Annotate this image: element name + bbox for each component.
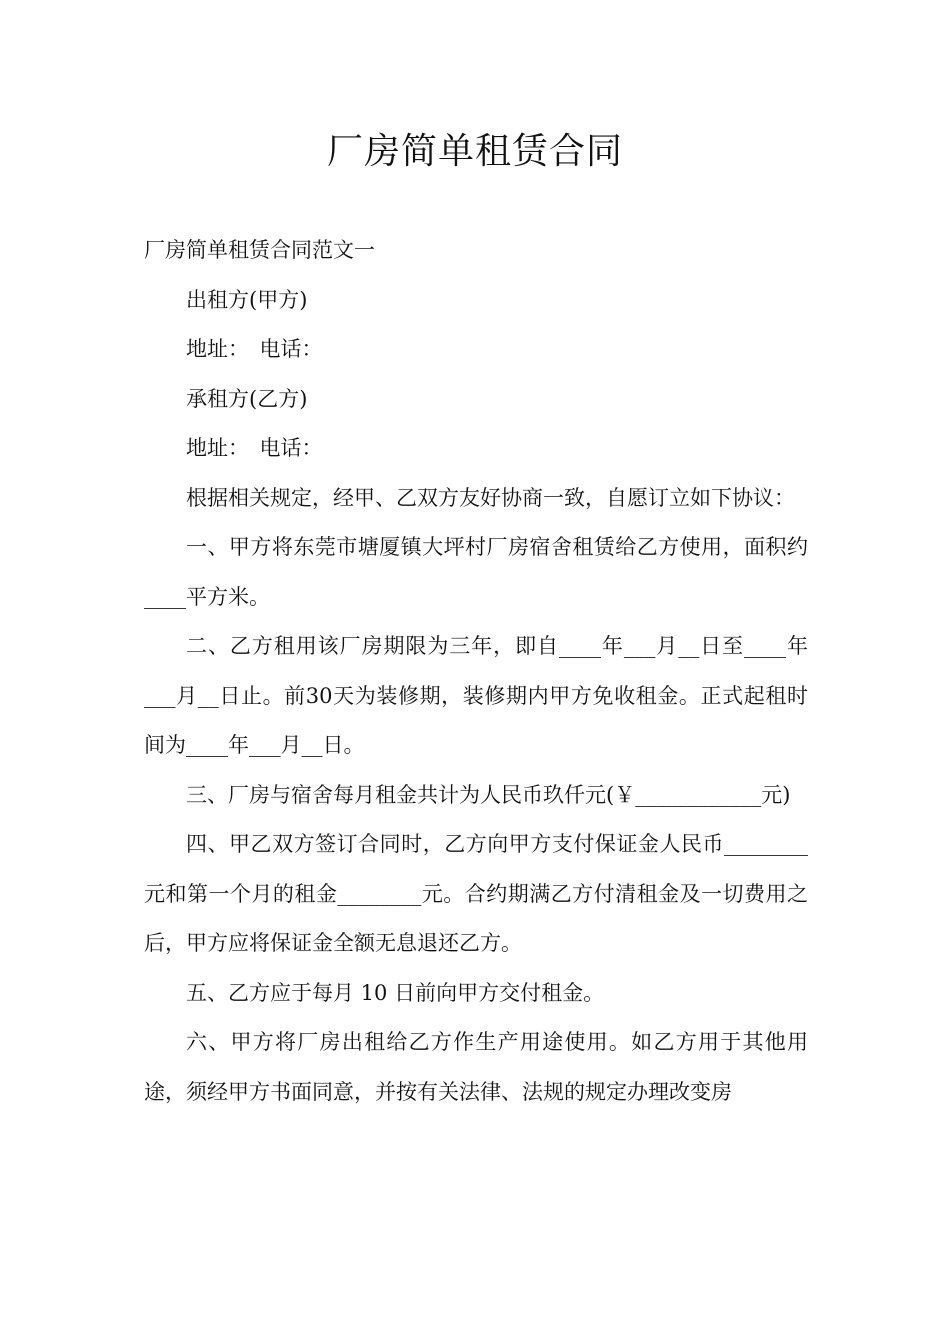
paragraph-heading: 厂房简单租赁合同范文一 <box>144 238 375 262</box>
paragraph-clause-3: 三、厂房与宿舍每月租金共计为人民币玖仟元(￥____________元) <box>186 782 791 807</box>
document-title: 厂房简单租赁合同 <box>326 131 623 172</box>
paragraph-clause-5: 五、乙方应于每月 10 日前向甲方交付租金。 <box>186 980 605 1005</box>
paragraph-clause-2: 二、乙方租用该厂房期限为三年，即自____年___月__日至____年___月__日止。前30天为装修期，装修期内甲方免收租金。正式起租时间为____年___月__日。 <box>144 634 808 757</box>
paragraph-clause-4: 四、甲乙双方签订合同时，乙方向甲方支付保证金人民币________元和第一个月的租金________元。合约期满乙方付清租金及一切费用之后，甲方应将保证金全额无息退还乙方。 <box>144 832 808 955</box>
paragraph-preamble: 根据相关规定，经甲、乙双方友好协商一致，自愿订立如下协议： <box>186 485 795 510</box>
paragraph-lessor: 出租方(甲方) <box>186 287 308 312</box>
document-body <box>144 226 808 1117</box>
paragraph-clause-1: 一、甲方将东莞市塘厦镇大坪村厂房宿舍租赁给乙方使用，面积约____平方米。 <box>144 535 808 609</box>
paragraph-clause-6: 六、甲方将厂房出租给乙方作生产用途使用。如乙方用于其他用途，须经甲方书面同意，并按有关法律、法规的规定办理改变房 <box>144 1030 808 1104</box>
paragraph-lessee: 承租方(乙方) <box>186 386 308 411</box>
paragraph-lessee-address: 地址： 电话： <box>186 436 323 460</box>
paragraph-lessor-address: 地址： 电话： <box>186 337 323 361</box>
